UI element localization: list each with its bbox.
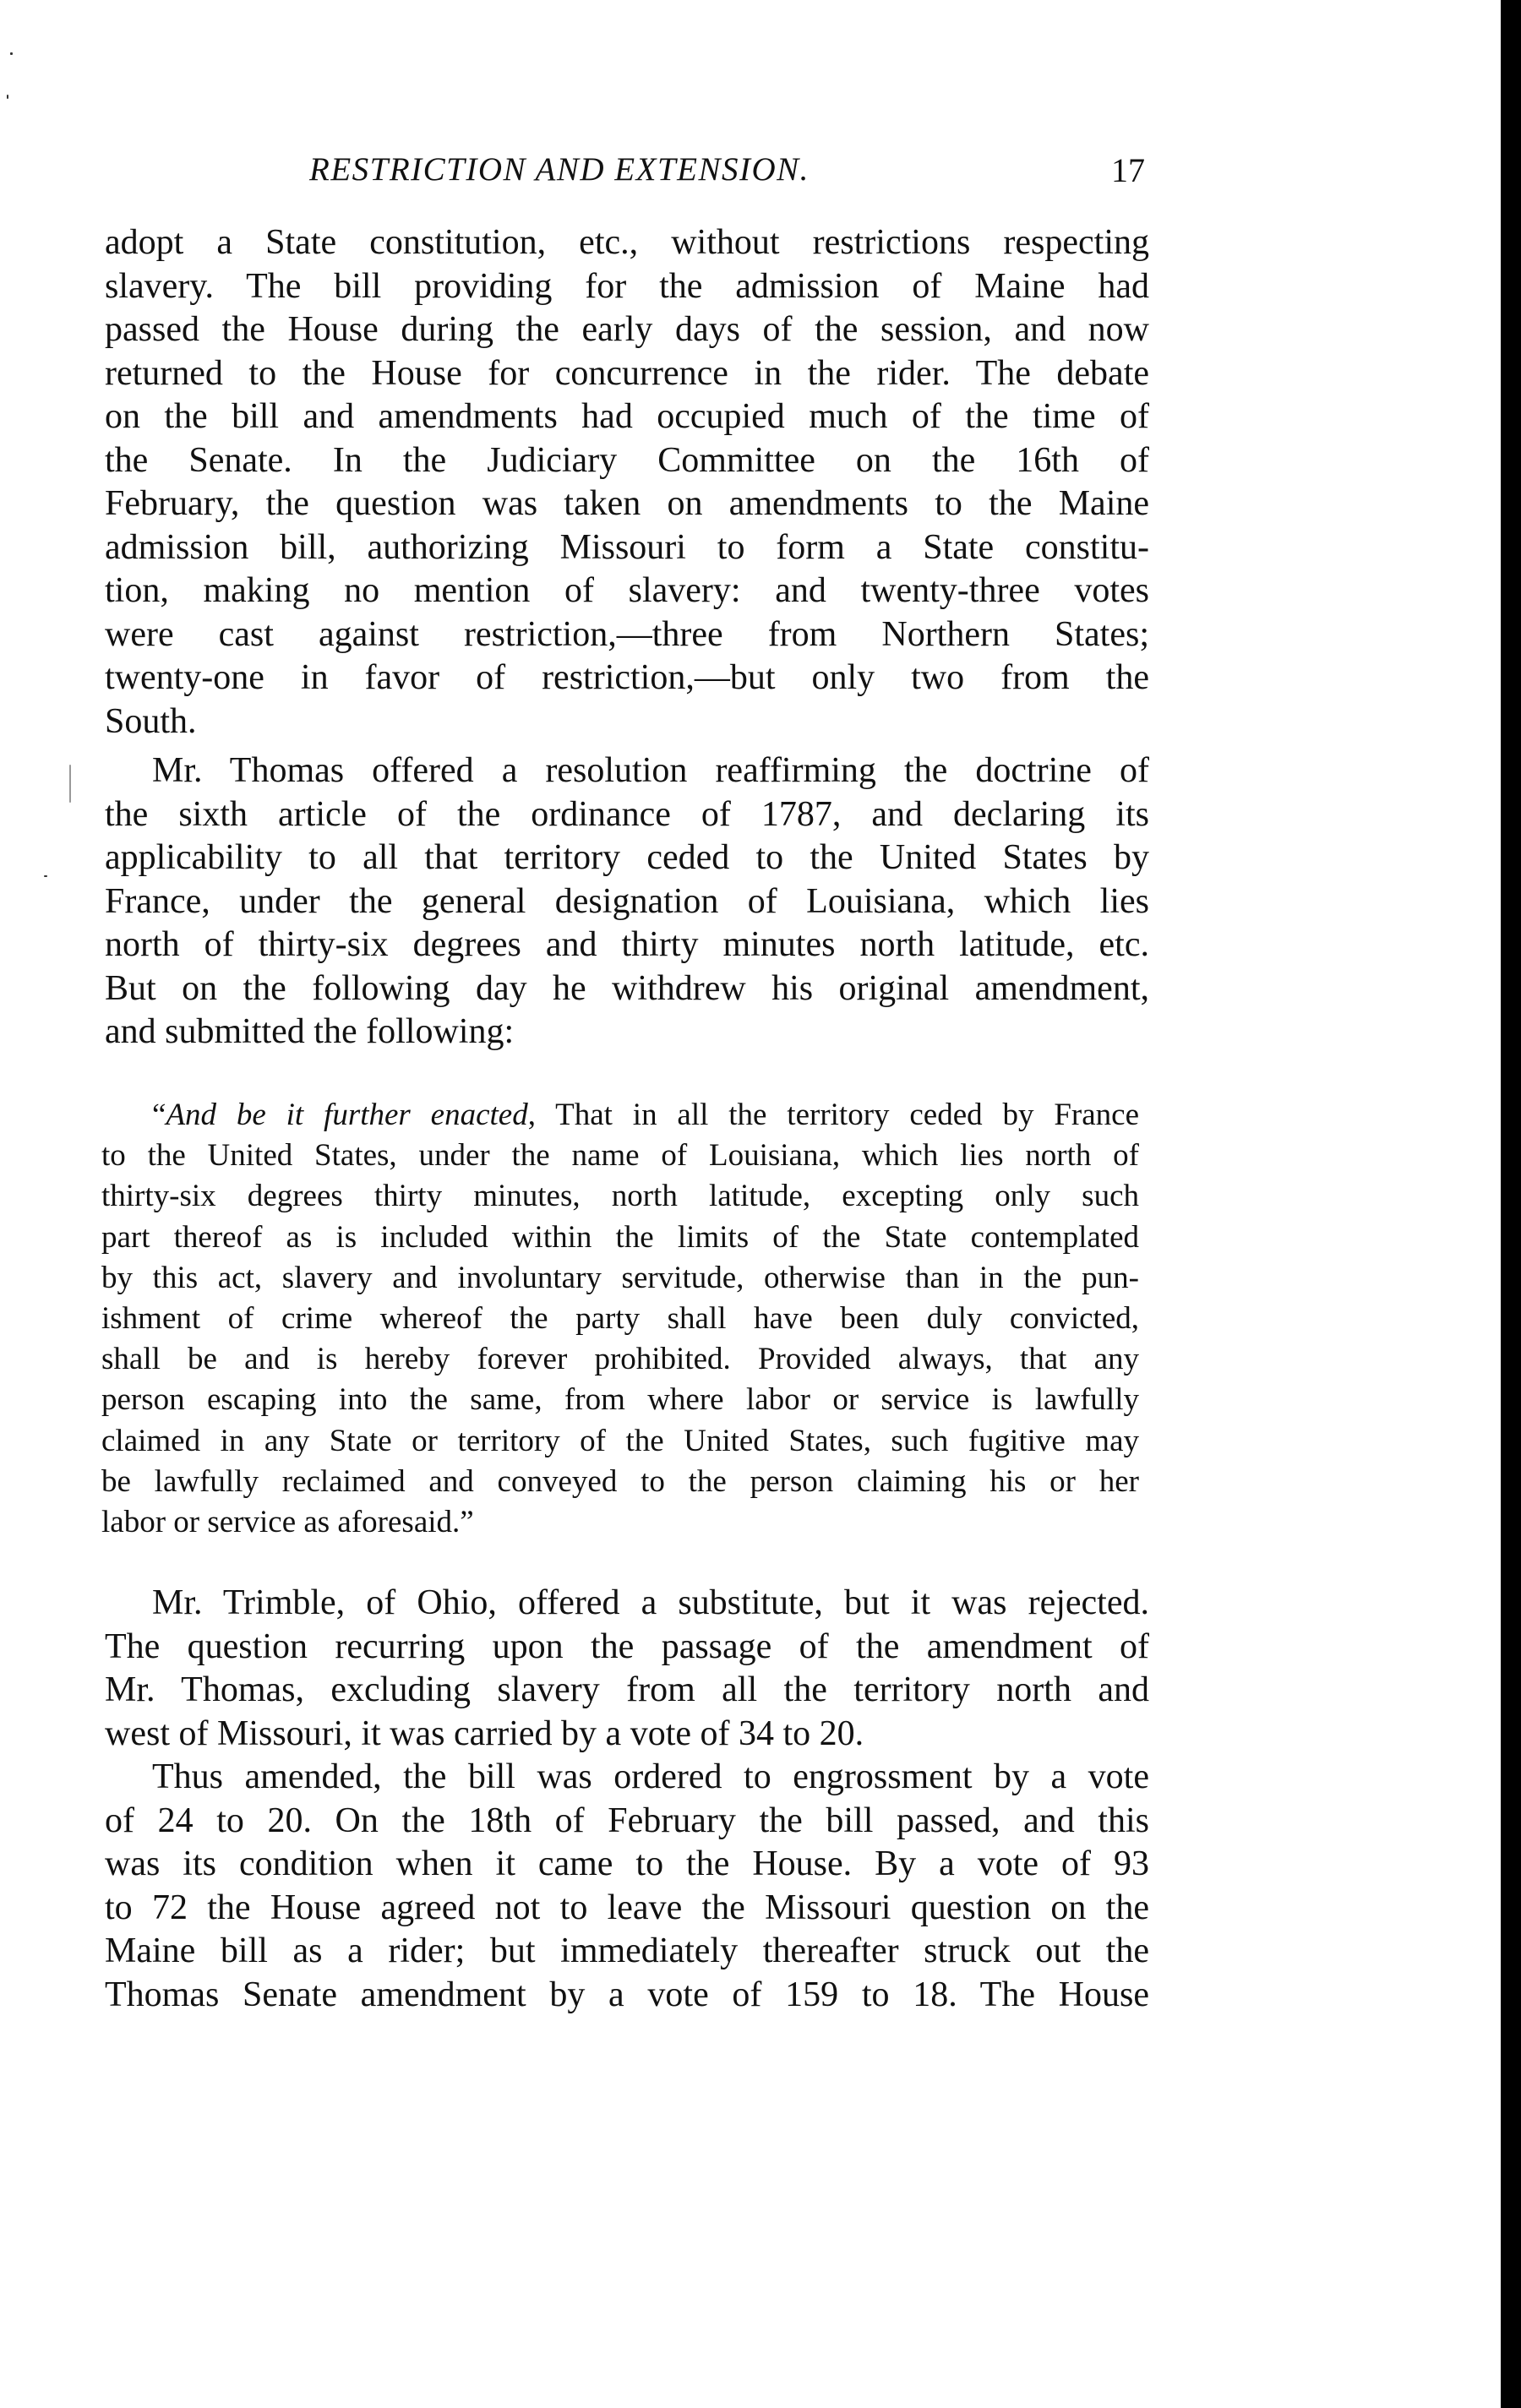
paragraph-trimble-substitute bbox=[105, 1582, 1149, 1756]
text-line: on the bill and amendments had occupied much of the time of bbox=[105, 397, 1149, 436]
text-line: labor or service as aforesaid.” bbox=[101, 1505, 474, 1540]
text-line: shall be and is hereby forever prohibited. Provided always, that any bbox=[101, 1342, 1139, 1377]
text-line: But on the following day he withdrew his original amendment, bbox=[105, 968, 1149, 1008]
text-line: Mr. Thomas offered a resolution reaffirming the doctrine of bbox=[152, 751, 1149, 790]
text-line: applicability to all that territory ceded to the United States by bbox=[105, 838, 1149, 877]
scan-edge-bar bbox=[1501, 0, 1521, 2408]
text-line: was its condition when it came to the House. By a vote of 93 bbox=[105, 1844, 1149, 1883]
text-line: Mr. Trimble, of Ohio, offered a substitute, but it was rejected. bbox=[152, 1583, 1149, 1622]
scan-speck bbox=[69, 765, 71, 803]
page-number: 17 bbox=[1111, 151, 1145, 189]
text-line: the sixth article of the ordinance of 1787, and declaring its bbox=[105, 794, 1149, 834]
text-line: Maine bill as a rider; but immediately thereafter struck out the bbox=[105, 1931, 1149, 1970]
text-line: France, under the general designation of Louisiana, which lies bbox=[105, 881, 1149, 921]
text-line: the Senate. In the Judiciary Committee on the 16th of bbox=[105, 440, 1149, 480]
text-line: and submitted the following: bbox=[105, 1012, 515, 1051]
quote-first-line bbox=[101, 1095, 1139, 1136]
text-line: thirty-six degrees thirty minutes, north latitude, excepting only such bbox=[101, 1179, 1139, 1214]
paragraph-engrossment-vote bbox=[105, 1756, 1149, 2017]
text-line: of 24 to 20. On the 18th of February the bill passed, and this bbox=[105, 1801, 1149, 1840]
text-line: returned to the House for concurrence in the rider. The debate bbox=[105, 353, 1149, 393]
text-line: west of Missouri, it was carried by a vote of 34 to 20. bbox=[105, 1713, 864, 1753]
running-head bbox=[304, 150, 1149, 194]
text-line: were cast against restriction,—three from Northern States; bbox=[105, 614, 1149, 654]
scan-speck bbox=[7, 95, 8, 99]
text-line: February, the question was taken on amendments to the Maine bbox=[105, 484, 1149, 523]
text-line: adopt a State constitution, etc., without restrictions respecting bbox=[105, 223, 1149, 262]
text-line: twenty-one in favor of restriction,—but only two from the bbox=[105, 658, 1149, 697]
text-line: South. bbox=[105, 701, 197, 741]
text-line: The question recurring upon the passage of the amendment of bbox=[105, 1626, 1149, 1666]
text-line: slavery. The bill providing for the admission of Maine had bbox=[105, 266, 1149, 306]
scan-speck bbox=[10, 52, 13, 55]
text-line: claimed in any State or territory of the United States, such fugitive may bbox=[101, 1423, 1139, 1458]
paragraph-thomas-resolution bbox=[105, 749, 1149, 1054]
text-line: by this act, slavery and involuntary servitude, otherwise than in the pun- bbox=[101, 1260, 1139, 1295]
text-line: tion, making no mention of slavery: and twenty-three votes bbox=[105, 571, 1149, 610]
text-line: north of thirty-six degrees and thirty minutes north latitude, etc. bbox=[105, 925, 1149, 964]
italic-enacting-clause: And be it further enacted bbox=[166, 1098, 528, 1132]
text-line: person escaping into the same, from where labor or service is lawfully bbox=[101, 1382, 1139, 1418]
paragraph-continuation bbox=[105, 221, 1149, 744]
text-line: Thomas Senate amendment by a vote of 159 to 18. The House bbox=[105, 1975, 1149, 2014]
quote-first-line-rest: , That in all the territory ceded by France bbox=[527, 1098, 1139, 1132]
text-line: to the United States, under the name of Louisiana, which lies north of bbox=[101, 1138, 1139, 1174]
text-line: ishment of crime whereof the party shall have been duly convicted, bbox=[101, 1301, 1139, 1337]
text-line: to 72 the House agreed not to leave the Missouri question on the bbox=[105, 1888, 1149, 1927]
open-quote: “ bbox=[152, 1098, 166, 1132]
text-line: be lawfully reclaimed and conveyed to the person claiming his or her bbox=[101, 1463, 1139, 1499]
text-line: Mr. Thomas, excluding slavery from all the territory north and bbox=[105, 1670, 1149, 1709]
text-line: passed the House during the early days of the session, and now bbox=[105, 310, 1149, 349]
block-quote-amendment bbox=[101, 1095, 1139, 1543]
text-line: admission bill, authorizing Missouri to form a State constitu- bbox=[105, 527, 1149, 567]
text-line: part thereof as is included within the limits of the State contemplated bbox=[101, 1219, 1139, 1255]
text-line: Thus amended, the bill was ordered to engrossment by a vote bbox=[152, 1757, 1149, 1796]
scan-speck bbox=[44, 875, 47, 877]
running-head-title: RESTRICTION AND EXTENSION. bbox=[309, 151, 810, 188]
